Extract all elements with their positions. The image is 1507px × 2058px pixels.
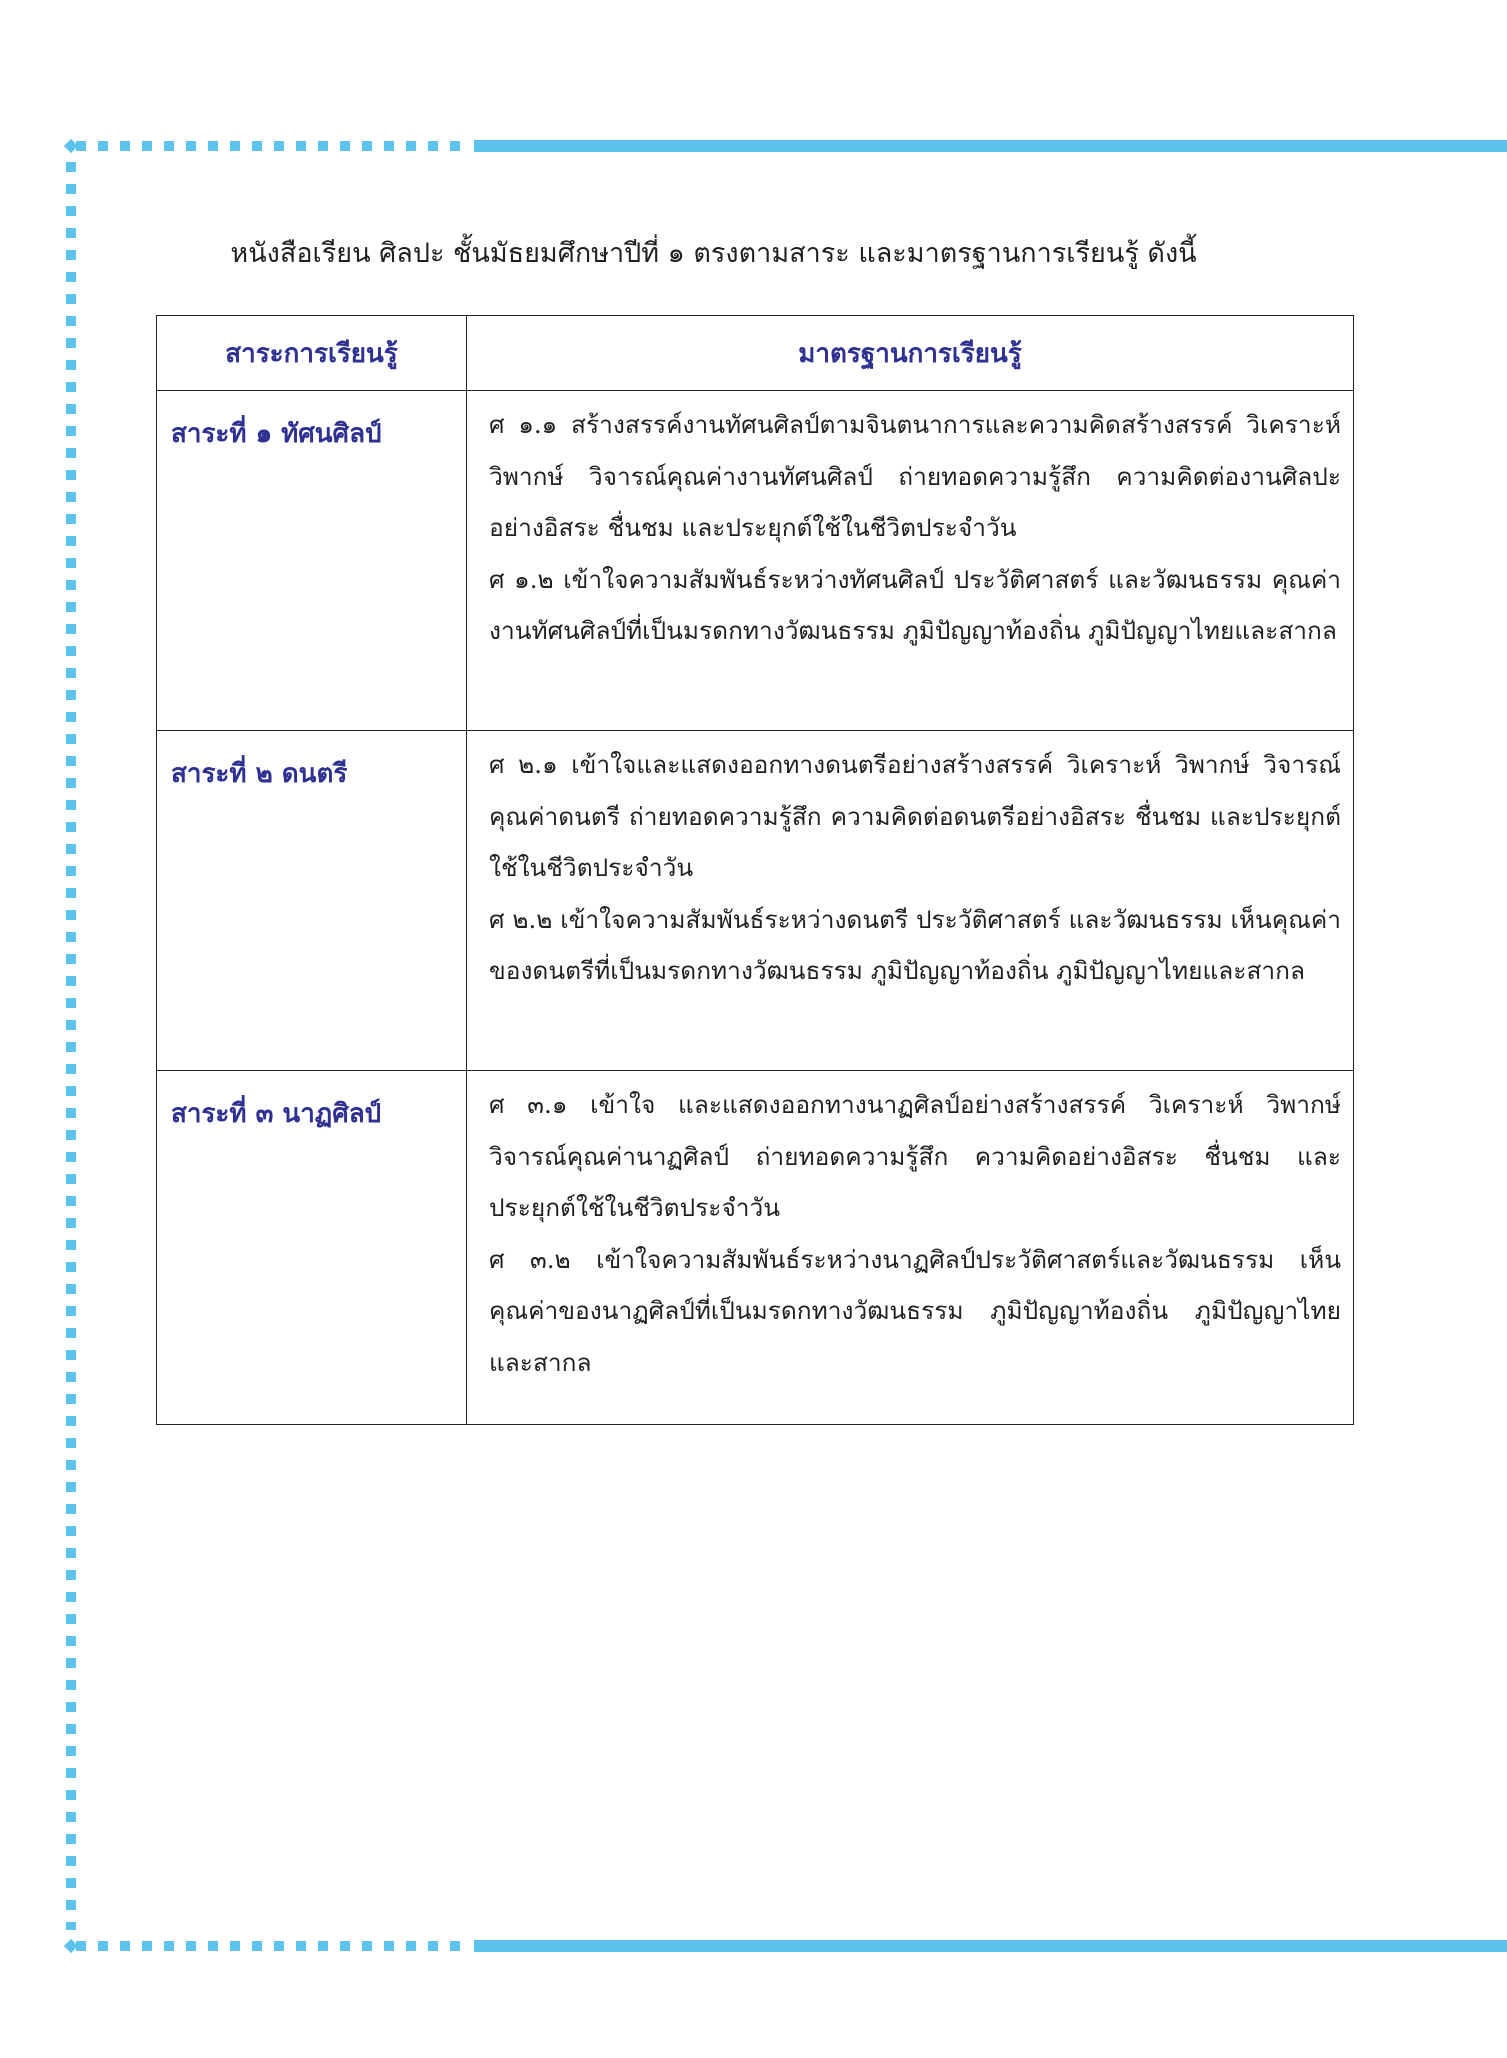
header-standard: มาตรฐานการเรียนรู้ — [467, 316, 1354, 391]
standard-item: ศ ๑.๒ เข้าใจความสัมพันธ์ระหว่างทัศนศิลป์ ประวัติศาสตร์ และวัฒนธรรม คุณค่างานทัศนศิลป์ที่เป็นมรดกทางวัฒนธรรม ภูมิปัญญาท้องถิ่น ภูมิปัญญาไทยและสากล — [489, 564, 1341, 645]
standards-cell — [467, 1071, 1354, 1425]
standard-item: ศ ๒.๒ เข้าใจความสัมพันธ์ระหว่างดนตรี ประวัติศาสตร์ และวัฒนธรรม เห็นคุณค่าของดนตรีที่เป็นมรดกทางวัฒนธรรม ภูมิปัญญาท้องถิ่น ภูมิปัญญาไทยและสากล — [489, 904, 1341, 985]
strand-cell: สาระที่ ๓ นาฏศิลป์ — [157, 1071, 467, 1425]
frame-top-dashes — [76, 141, 468, 151]
frame-left-dashes — [66, 162, 76, 1930]
frame-bottom-line — [474, 1940, 1507, 1952]
standards-cell — [467, 391, 1354, 731]
strand-cell: สาระที่ ๒ ดนตรี — [157, 731, 467, 1071]
standard-item: ศ ๓.๑ เข้าใจ และแสดงออกทางนาฏศิลป์อย่างสร้างสรรค์ วิเคราะห์ วิพากษ์ วิจารณ์คุณค่านาฏศิลป์ ถ่ายทอดความรู้สึก ความคิดอย่างอิสระ ชื่นชม และประยุกต์ใช้ในชีวิตประจำวัน — [489, 1090, 1341, 1222]
frame-bottom-dashes — [76, 1941, 468, 1951]
standard-item: ศ ๑.๑ สร้างสรรค์งานทัศนศิลป์ตามจินตนาการและความคิดสร้างสรรค์ วิเคราะห์ วิพากษ์ วิจารณ์คุณค่างานทัศนศิลป์ ถ่ายทอดความรู้สึก ความคิดต่องานศิลปะอย่างอิสระ ชื่นชม และประยุกต์ใช้ในชีวิตประจำวัน — [489, 410, 1341, 542]
header-strand: สาระการเรียนรู้ — [157, 316, 467, 391]
strand-cell: สาระที่ ๑ ทัศนศิลป์ — [157, 391, 467, 731]
frame-top-line — [474, 140, 1507, 152]
intro-sentence — [0, 232, 1507, 276]
table-row — [157, 731, 1354, 1071]
standard-item: ศ ๒.๑ เข้าใจและแสดงออกทางดนตรีอย่างสร้างสรรค์ วิเคราะห์ วิพากษ์ วิจารณ์คุณค่าดนตรี ถ่ายทอดความรู้สึก ความคิดต่อดนตรีอย่างอิสระ ชื่นชม และประยุกต์ใช้ในชีวิตประจำวัน — [489, 750, 1341, 882]
standard-item: ศ ๓.๒ เข้าใจความสัมพันธ์ระหว่างนาฏศิลป์ประวัติศาสตร์และวัฒนธรรม เห็นคุณค่าของนาฏศิลป์ที่เป็นมรดกทางวัฒนธรรม ภูมิปัญญาท้องถิ่น ภูมิปัญญาไทยและสากล — [489, 1244, 1341, 1377]
table-row — [157, 391, 1354, 731]
intro-text: หนังสือเรียน ศิลปะ ชั้นมัธยมศึกษาปีที่ ๑ ตรงตามสาระ และมาตรฐานการเรียนรู้ ดังนี้ — [230, 238, 1197, 269]
table-row — [157, 1071, 1354, 1425]
standards-table — [156, 315, 1354, 1425]
standards-cell — [467, 731, 1354, 1071]
table-header-row — [157, 316, 1354, 391]
